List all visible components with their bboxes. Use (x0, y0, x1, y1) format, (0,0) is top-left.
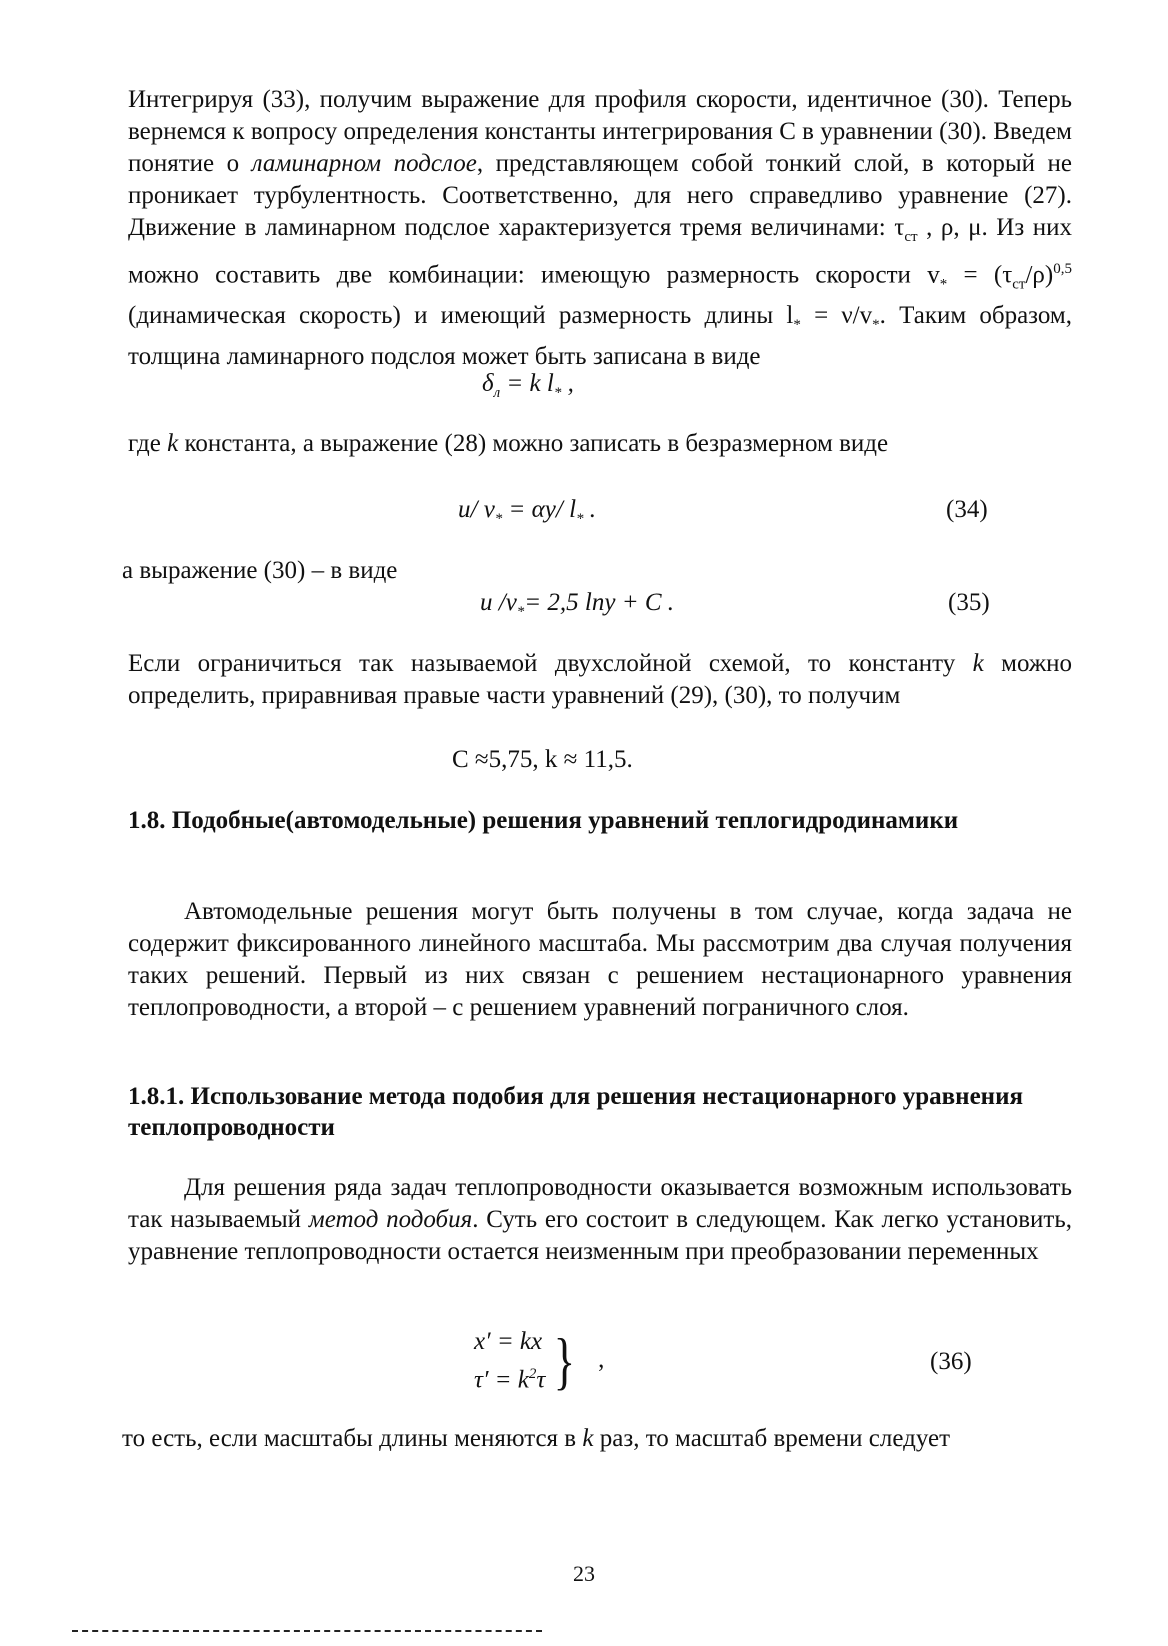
formula-delta: $\delta_л = k$ $l_*$ , (482, 370, 574, 401)
curly-brace: } (553, 1325, 576, 1397)
text-line-scales: то есть, если масштабы длины меняются в k раз, то масштаб времени следует (122, 1425, 951, 1452)
equation-number-34: (34) (946, 496, 988, 523)
equation-36: x′ = kx $\tau' = k^2\tau$ } , (474, 1325, 605, 1397)
page-number: 23 (573, 1561, 595, 1586)
equation-constants: C ≈5,75, k ≈ 11,5. (452, 746, 633, 773)
section-heading-1-8: 1.8. Подобные(автомодельные) решения уравнений теплогидродинамики (128, 807, 959, 834)
text-line-and-expression: а выражение (30) – в виде (122, 557, 398, 584)
section-heading-1-8-1: 1.8.1. Использование метода подобия для решения нестационарного уравнения теплопроводности (128, 1083, 1024, 1141)
footer-dashed-line (72, 1630, 542, 1632)
term-similarity-method: метод подобия (308, 1206, 473, 1233)
paragraph-similarity-method: Для решения ряда задач теплопроводности оказывается возможным использовать так называемый метод подобия. Суть его состоит в следующем. Как легко установить, уравнение теплопроводности остается неизменным при преобразовании переменных (128, 1174, 1072, 1265)
text-line-where-k: где k константа, а выражение (28) можно записать в безразмерном виде (128, 430, 889, 457)
equation-35: u $/v_*= 2,5$ lny + C . (480, 589, 675, 620)
equation-number-35: (35) (948, 589, 990, 616)
equation-34: u/ $v_* = \alpha y/$ $l_*$ . (458, 496, 597, 527)
paragraph-laminar-sublayer: Интегрируя (33), получим выражение для профиля скорости, идентичное (30). Теперь вернемся к вопросу определения константы интегрирования С в уравнении (30). Введем понятие о ламинарном подслое, представляющем собой тонкий слой, в который не проникает турбулентность. Соответственно, для него справедливо уравнение (27). Движение в ламинарном подслое характеризуется тремя величинами: $\tau_{ст}$ , ρ, μ. Из них можно составить две комбинации: имеющую размерность скорости $v_* = (\tau_{ст}/\rho)^{0,5}$ (динамическая скорость) и имеющий размерность длины $l_* = \nu/v_*$. Таким образом, толщина ламинарного подслоя может быть записана в виде (128, 86, 1073, 371)
equation-number-36: (36) (930, 1348, 972, 1375)
paragraph-two-layer-scheme: Если ограничиться так называемой двухслойной схемой, то константу k можно определить, приравнивая правые части уравнений (29), (30), то получим (128, 650, 1072, 709)
term-laminar-sublayer: ламинарном подслое (251, 150, 477, 177)
paragraph-self-similar: Автомодельные решения могут быть получены в том случае, когда задача не содержит фиксированного линейного масштаба. Мы рассмотрим два случая получения таких решений. Первый из них связан с решением нестационарного уравнения теплопроводности, а второй – с решением уравнений пограничного слоя. (128, 898, 1072, 1021)
